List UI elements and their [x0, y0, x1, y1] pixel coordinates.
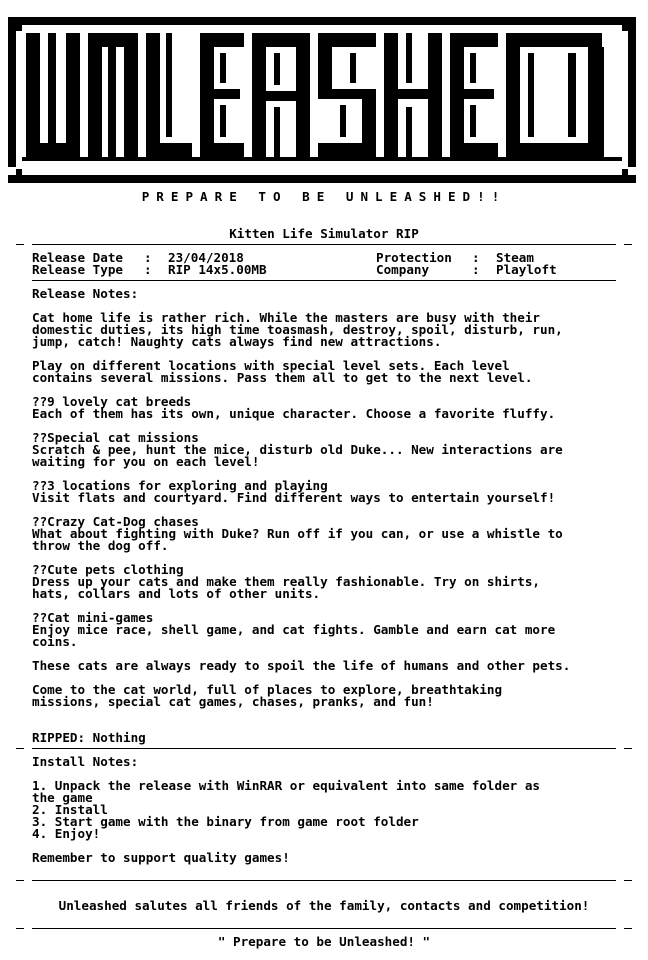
sep: :: [144, 250, 152, 265]
salute-text: Unleashed salutes all friends of the family, contacts and competition!: [58, 898, 590, 913]
rule-tick: [624, 748, 632, 749]
release-date: 23/04/2018: [168, 250, 244, 265]
text-line: jump, catch! Naughty cats always find new attractions.: [32, 334, 442, 349]
protection: Steam: [496, 250, 534, 265]
divider: [32, 280, 616, 281]
text-line: ??9 lovely cat breeds: [32, 394, 192, 409]
divider: [32, 748, 616, 749]
text-line: Remember to support quality games!: [32, 850, 290, 865]
text-line: These cats are always ready to spoil the life of humans and other pets.: [32, 658, 571, 673]
sep: :: [144, 262, 152, 277]
divider: [32, 880, 616, 881]
rule-tick: [16, 748, 24, 749]
rule-tick: [16, 244, 24, 245]
divider: [32, 928, 616, 929]
rule-tick: [624, 928, 632, 929]
release-title: Kitten Life Simulator RIP: [229, 226, 419, 241]
text-line: 1. Unpack the release with WinRAR or equivalent into same folder as: [32, 778, 540, 793]
text-line: Dress up your cats and make them really fashionable. Try on shirts,: [32, 574, 540, 589]
footer-text: " Prepare to be Unleashed! ": [217, 934, 431, 949]
sep: :: [472, 250, 480, 265]
company: Playloft: [496, 262, 557, 277]
text-line: Play on different locations with special level sets. Each level: [32, 358, 510, 373]
install-notes-header: Install Notes:: [32, 754, 139, 769]
text-line: waiting for you on each level!: [32, 454, 260, 469]
text-line: What about fighting with Duke? Run off if you can, or use a whistle to: [32, 526, 563, 541]
text-line: Come to the cat world, full of places to explore, breathtaking: [32, 682, 503, 697]
text-line: domestic duties, its high time toаsmash, destroy, spoil, disturb, run,: [32, 322, 563, 337]
rule-tick: [16, 928, 24, 929]
rule-tick: [624, 880, 632, 881]
text-line: 3. Start game with the binary from game root folder: [32, 814, 419, 829]
text-line: ??Special cat missions: [32, 430, 199, 445]
text-line: ??Cat mini-games: [32, 610, 154, 625]
text-line: ??Crazy Cat-Dog chases: [32, 514, 199, 529]
text-line: contains several missions. Pass them all to get to the next level.: [32, 370, 533, 385]
text-line: coins.: [32, 634, 78, 649]
text-line: the game: [32, 790, 93, 805]
tagline: PREPARE TO BE UNLEASHED!!: [141, 189, 507, 204]
text-line: 4. Enjoy!: [32, 826, 101, 841]
text-line: Each of them has its own, unique character. Choose a favorite fluffy.: [32, 406, 556, 421]
sep: :: [472, 262, 480, 277]
protection-label: Protection: [376, 250, 452, 265]
text-line: Visit flats and courtyard. Find different ways to entertain yourself!: [32, 490, 556, 505]
release-type: RIP 14x5.00MB: [168, 262, 267, 277]
rule-tick: [624, 244, 632, 245]
text-line: 2. Install: [32, 802, 108, 817]
release-notes-header: Release Notes:: [32, 286, 139, 301]
text-line: RIPPED: Nothing: [32, 730, 146, 745]
text-line: Cat home life is rather rich. While the masters are busy with their: [32, 310, 540, 325]
unleashed-logo: [8, 17, 636, 183]
text-line: missions, special cat games, chases, pranks, and fun!: [32, 694, 434, 709]
text-line: Enjoy mice race, shell game, and cat fights. Gamble and earn cat more: [32, 622, 556, 637]
text-line: Scratch & pee, hunt the mice, disturb old Duke... New interactions are: [32, 442, 563, 457]
text-line: hats, collars and lots of other units.: [32, 586, 321, 601]
text-line: ??3 locations for exploring and playing: [32, 478, 328, 493]
text-line: ??Cute pets clothing: [32, 562, 184, 577]
release-type-label: Release Type: [32, 262, 123, 277]
release-date-label: Release Date: [32, 250, 123, 265]
divider: [32, 244, 616, 245]
text-line: throw the dog off.: [32, 538, 169, 553]
rule-tick: [16, 880, 24, 881]
company-label: Company: [376, 262, 430, 277]
